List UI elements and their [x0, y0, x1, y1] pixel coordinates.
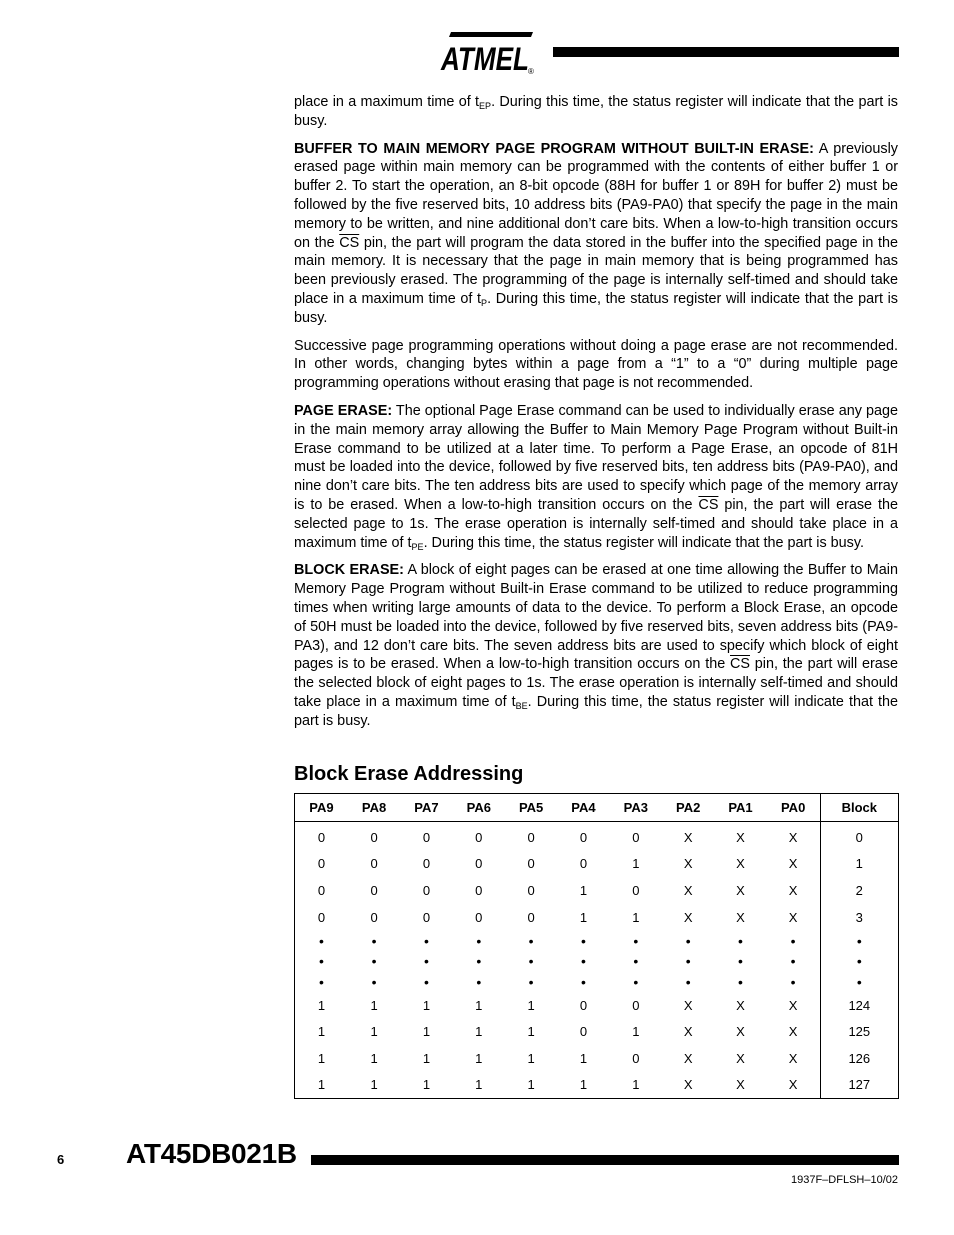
table-cell: 2: [820, 877, 898, 904]
table-header-row: [295, 794, 899, 822]
body-text: [294, 93, 898, 740]
table-cell: 0: [370, 829, 378, 845]
footer-rule: [311, 1155, 899, 1165]
table-cell: 1: [475, 1024, 483, 1040]
table-cell: •: [633, 973, 639, 990]
table-cell: •: [685, 973, 691, 990]
section-title: Block Erase Addressing: [294, 763, 524, 785]
table-cell: 1: [475, 1050, 483, 1066]
table-cell: X: [683, 829, 693, 845]
table-cell: X: [736, 909, 745, 925]
table-cell: 0: [295, 877, 348, 904]
table-cell: 0: [370, 909, 378, 925]
table-cell: X: [788, 856, 798, 872]
table-cell: X: [662, 1072, 714, 1099]
table-cell: 0: [475, 909, 483, 925]
table-cell: •: [295, 971, 348, 992]
table-cell: •: [423, 953, 429, 970]
table-cell: 0: [295, 904, 348, 931]
logo-text: ATMEL: [440, 41, 529, 76]
table-cell: 1: [527, 1050, 535, 1066]
table-cell: 0: [820, 822, 898, 851]
table-cell: 1: [557, 1072, 609, 1099]
column-header: PA6: [453, 794, 505, 822]
table-cell: 0: [632, 997, 640, 1013]
table-row: [295, 1072, 899, 1099]
table-cell: 124: [820, 992, 898, 1019]
table-cell: 1: [370, 997, 378, 1013]
table-cell: •: [633, 953, 639, 970]
column-header: PA2: [662, 794, 714, 822]
table-cell: 0: [579, 997, 588, 1013]
table-cell: •: [633, 932, 639, 949]
table-row: [295, 1045, 899, 1072]
table-cell: •: [581, 953, 586, 970]
table-cell: •: [790, 953, 796, 970]
table-cell: 1: [632, 909, 640, 925]
column-header: PA0: [767, 794, 820, 822]
column-header: PA8: [348, 794, 400, 822]
table-cell: 1: [422, 1024, 431, 1040]
table-cell: •: [738, 953, 743, 970]
table-row: [295, 1018, 899, 1045]
table-cell: X: [683, 882, 693, 898]
cs-signal: $\overline{CS}$: [730, 656, 750, 673]
table-row: [295, 851, 899, 878]
table-cell: 1: [579, 1050, 588, 1066]
table-cell: •: [820, 951, 898, 972]
table-cell: 1: [295, 992, 348, 1019]
table-cell: 0: [475, 829, 483, 845]
table-cell: 0: [422, 909, 431, 925]
table-cell: •: [528, 932, 534, 949]
table-cell: 0: [422, 829, 431, 845]
table-cell: 1: [453, 1072, 505, 1099]
table-cell: •: [738, 973, 743, 990]
table-cell: 1: [422, 1050, 431, 1066]
table-cell: X: [736, 1024, 745, 1040]
table-cell: 0: [632, 829, 640, 845]
table-row: [295, 971, 899, 992]
table-cell: 1: [370, 1050, 378, 1066]
table-cell: X: [736, 882, 745, 898]
table-cell: 0: [527, 829, 535, 845]
table-cell: X: [736, 829, 745, 845]
table-cell: X: [736, 997, 745, 1013]
cs-signal: $\overline{CS}$: [339, 234, 360, 251]
column-header: PA4: [557, 794, 609, 822]
document-code: 1937F–DFLSH–10/02: [790, 1174, 898, 1186]
table-cell: •: [581, 973, 586, 990]
table-cell: X: [788, 882, 798, 898]
table-cell: 1: [610, 1072, 662, 1099]
table-cell: 0: [475, 856, 483, 872]
page-number: 6: [57, 1152, 65, 1167]
table-cell: X: [736, 1050, 745, 1066]
table-cell: 0: [422, 882, 431, 898]
table-cell: 1: [348, 1072, 400, 1099]
table-cell: X: [683, 909, 693, 925]
table-cell: 1: [475, 997, 483, 1013]
table-cell: 1: [527, 997, 535, 1013]
table-cell: •: [476, 973, 482, 990]
table-cell: 0: [579, 1024, 588, 1040]
table-cell: 0: [475, 882, 483, 898]
table-cell: •: [295, 930, 348, 951]
table-cell: •: [371, 973, 377, 990]
column-header: Block: [820, 794, 898, 822]
paragraph-page-erase: PAGE ERASE: The optional Page Erase command can be used to individually erase any page in the main memory array allowing the Buffer to Main Memory Page Program without Built-in Erase command to be utilized at a later time. To perform a Page Erase, an opcode of 81H must be loaded into the device, followed by five reserved bits, ten address bits (PA9-PA0), and nine don’t care bits. The ten address bits are used to specify which page of the memory array is to be erased. When a low-to-high transition occurs on the $\overline{CS}$ pin, the part will erase the selected page to 1s. The erase operation is internally self-timed and should take place in a maximum time of $t_{PE}$. During this time, the status register will indicate that the part is busy.: [294, 402, 898, 552]
table-cell: 1: [632, 1024, 640, 1040]
table-row: [295, 877, 899, 904]
atmel-logo: [437, 28, 537, 76]
table-row: [295, 930, 899, 951]
table-cell: 0: [422, 856, 431, 872]
table-cell: •: [423, 932, 429, 949]
table-cell: 0: [295, 822, 348, 851]
table-cell: 1: [400, 1072, 452, 1099]
table-cell: 0: [632, 1050, 640, 1066]
table-cell: X: [788, 829, 798, 845]
table-cell: X: [714, 1072, 766, 1099]
table-cell: X: [788, 909, 798, 925]
paragraph-successive-programming: Successive page programming operations without doing a page erase are not recommended. In other words, changing bytes within a page from a “1” to a “0” during multiple page programming operations without erasing that page is not recommended.: [294, 337, 898, 392]
table-cell: 1: [370, 1024, 378, 1040]
table-cell: •: [423, 973, 429, 990]
block-erase-addressing-table: [294, 793, 899, 1099]
table-body: [295, 822, 899, 1099]
table-cell: •: [820, 971, 898, 992]
table-cell: X: [683, 1024, 693, 1040]
column-header: PA5: [505, 794, 557, 822]
table-cell: 0: [579, 856, 588, 872]
header-rule: [553, 47, 899, 57]
table-cell: X: [683, 1050, 693, 1066]
table-cell: X: [767, 1072, 820, 1099]
document-title: AT45DB021B: [126, 1138, 297, 1169]
table-cell: 0: [527, 882, 535, 898]
table-cell: X: [683, 856, 693, 872]
table-cell: 1: [295, 1045, 348, 1072]
table-cell: •: [476, 953, 482, 970]
table-cell: •: [790, 932, 796, 949]
table-row: [295, 904, 899, 931]
table-cell: •: [528, 973, 534, 990]
paragraph-erase-time: place in a maximum time of $t_{EP}$. During this time, the status register will indicate that the part is busy.: [294, 94, 898, 129]
table-cell: •: [476, 932, 482, 949]
table-cell: •: [685, 953, 691, 970]
table-cell: 1: [579, 882, 588, 898]
table-cell: 1: [295, 1018, 348, 1045]
cs-signal: $\overline{CS}$: [698, 496, 719, 513]
table-cell: 0: [632, 882, 640, 898]
table-cell: X: [736, 856, 745, 872]
table-cell: •: [371, 953, 377, 970]
table-cell: X: [788, 1024, 798, 1040]
table-cell: •: [295, 951, 348, 972]
table-cell: 3: [820, 904, 898, 931]
table-cell: 1: [527, 1024, 535, 1040]
table-cell: •: [528, 953, 534, 970]
table-cell: 0: [579, 829, 588, 845]
table-cell: 1: [632, 856, 640, 872]
table-cell: 1: [820, 851, 898, 878]
paragraph-heading: BLOCK ERASE:: [294, 562, 404, 579]
column-header: PA7: [400, 794, 452, 822]
table-cell: 1: [579, 909, 588, 925]
table-cell: 1: [505, 1072, 557, 1099]
table-row: [295, 822, 899, 851]
paragraph-buffer-to-main-memory: BUFFER TO MAIN MEMORY PAGE PROGRAM WITHOUT BUILT-IN ERASE: A previously erased page within main memory can be programmed with the contents of either buffer 1 or buffer 2. To start the operation, an 8-bit opcode (88H for buffer 1 or 89H for buffer 2) must be followed by the five reserved bits, 10 address bits (PA9-PA0) that specify the page in the main memory to be written, and nine additional don’t care bits. When a low-to-high transition occurs on the $\overline{CS}$ pin, the part will program the data stored in the buffer into the specified page in the main memory. It is necessary that the page in main memory that is being programmed has been previously erased. The programming of the page is internally self-timed and should take place in a maximum time of $t_P$. During this time, the status register will indicate that the part is busy.: [294, 140, 898, 326]
table-cell: 0: [370, 856, 378, 872]
table-cell: X: [683, 997, 693, 1013]
column-header: PA3: [610, 794, 662, 822]
registered-mark: ®: [528, 67, 534, 76]
table-cell: 1: [295, 1072, 348, 1099]
table-cell: X: [788, 997, 798, 1013]
column-header: PA9: [295, 794, 348, 822]
paragraph-block-erase: BLOCK ERASE: A block of eight pages can be erased at one time allowing the Buffer to Main Memory Page Program without Built-in Erase command to be utilized to reduce programming times when writing large amounts of data to the device. To perform a Block Erase, an opcode of 50H must be loaded into the device, followed by five reserved bits, seven address bits (PA9-PA3), and 12 don’t care bits. The seven address bits are used to specify which block of eight pages is to be erased. When a low-to-high transition occurs on the $\overline{CS}$ pin, the part will erase the selected block of eight pages to 1s. The erase operation is internally self-timed and should take place in a maximum time of $t_{BE}$. During this time, the status register will indicate that the part is busy.: [294, 562, 898, 729]
table-cell: •: [371, 932, 377, 949]
table-cell: 125: [820, 1018, 898, 1045]
table-cell: •: [581, 932, 586, 949]
table-cell: 0: [527, 909, 535, 925]
table-cell: •: [820, 930, 898, 951]
column-header: PA1: [714, 794, 766, 822]
table-cell: 127: [820, 1072, 898, 1099]
table-cell: •: [790, 973, 796, 990]
table-cell: 0: [527, 856, 535, 872]
table-cell: 0: [370, 882, 378, 898]
table-cell: 1: [422, 997, 431, 1013]
paragraph-heading: BUFFER TO MAIN MEMORY PAGE PROGRAM WITHOUT BUILT-IN ERASE:: [294, 140, 814, 157]
table-cell: 126: [820, 1045, 898, 1072]
table-row: [295, 992, 899, 1019]
table-cell: 0: [295, 851, 348, 878]
table-cell: •: [738, 932, 743, 949]
table-cell: •: [685, 932, 691, 949]
table-row: [295, 951, 899, 972]
paragraph-heading: PAGE ERASE:: [294, 402, 393, 419]
table-cell: X: [788, 1050, 798, 1066]
